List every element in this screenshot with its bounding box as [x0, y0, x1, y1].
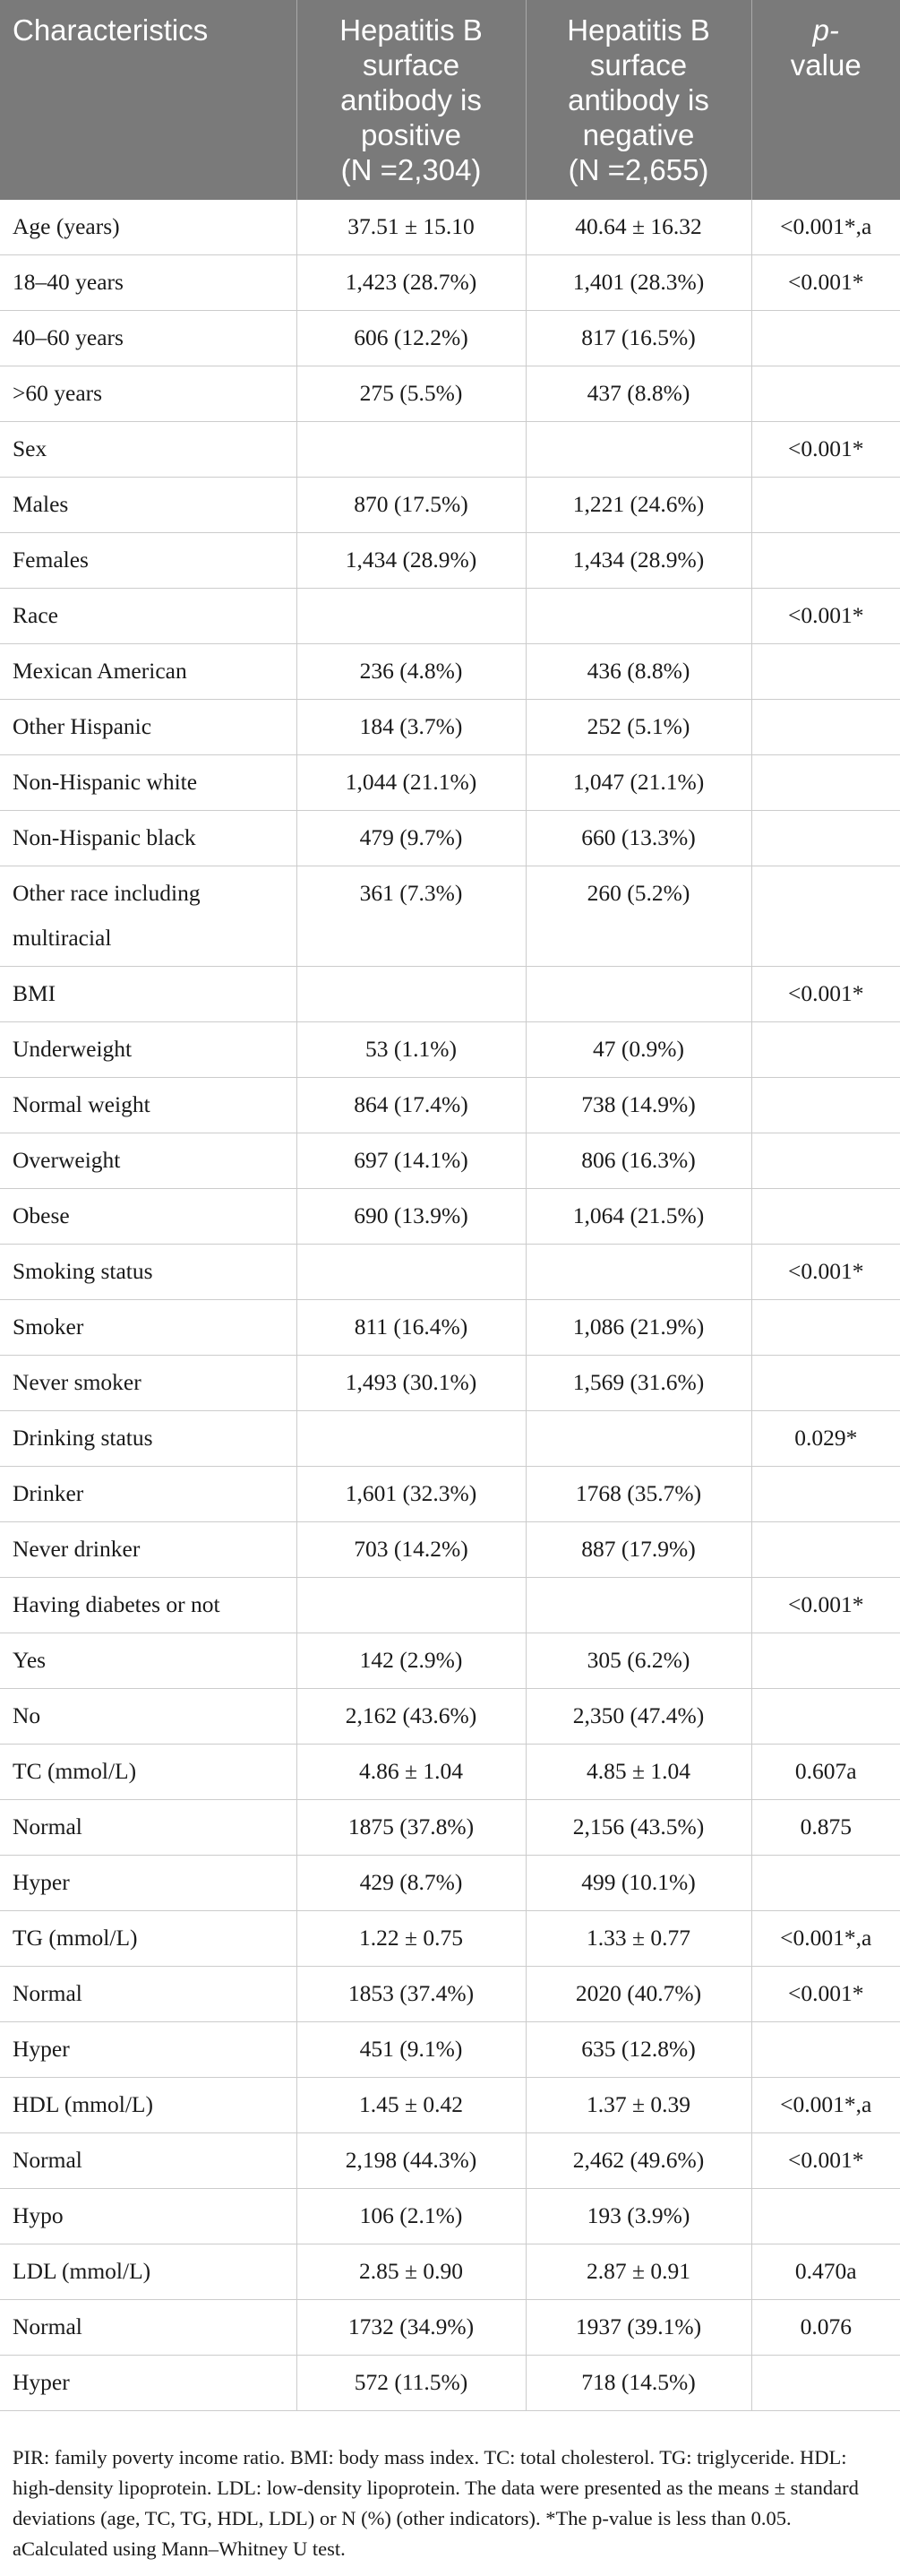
table-row	[0, 1578, 900, 1633]
p-value	[751, 478, 900, 533]
p-value: <0.001*	[751, 1578, 900, 1633]
header-positive-line: antibody is	[340, 83, 482, 116]
row-label: Males	[0, 478, 296, 533]
positive-value: 1,493 (30.1%)	[296, 1356, 526, 1411]
row-label: Other race including multiracial	[0, 866, 296, 967]
p-value	[751, 1633, 900, 1689]
row-label: Non-Hispanic black	[0, 811, 296, 866]
positive-value: 2,162 (43.6%)	[296, 1689, 526, 1745]
positive-value	[296, 1245, 526, 1300]
positive-value: 703 (14.2%)	[296, 1522, 526, 1578]
p-value	[751, 1467, 900, 1522]
row-label: No	[0, 1689, 296, 1745]
table-row	[0, 967, 900, 1022]
negative-value: 2,350 (47.4%)	[526, 1689, 751, 1745]
table-body	[0, 200, 900, 2411]
table-row	[0, 478, 900, 533]
row-label: Smoking status	[0, 1245, 296, 1300]
table-row	[0, 2244, 900, 2300]
table-row	[0, 1689, 900, 1745]
row-label: Never smoker	[0, 1356, 296, 1411]
p-value	[751, 533, 900, 589]
p-value: 0.607a	[751, 1745, 900, 1800]
row-label: Underweight	[0, 1022, 296, 1078]
positive-value: 2,198 (44.3%)	[296, 2133, 526, 2189]
table-row	[0, 1356, 900, 1411]
positive-value	[296, 1578, 526, 1633]
p-value	[751, 1356, 900, 1411]
negative-value: 1.33 ± 0.77	[526, 1911, 751, 1967]
positive-value: 4.86 ± 1.04	[296, 1745, 526, 1800]
table-row	[0, 1856, 900, 1911]
negative-value: 252 (5.1%)	[526, 700, 751, 755]
negative-value: 1,221 (24.6%)	[526, 478, 751, 533]
table-row	[0, 866, 900, 967]
header-negative	[526, 0, 751, 200]
positive-value	[296, 967, 526, 1022]
positive-value: 479 (9.7%)	[296, 811, 526, 866]
negative-value	[526, 967, 751, 1022]
table-row	[0, 1245, 900, 1300]
table-row	[0, 1522, 900, 1578]
negative-value: 2,462 (49.6%)	[526, 2133, 751, 2189]
table-row	[0, 533, 900, 589]
row-label: Normal	[0, 1967, 296, 2022]
table-row	[0, 311, 900, 366]
p-value	[751, 755, 900, 811]
positive-value: 451 (9.1%)	[296, 2022, 526, 2078]
row-label: Hyper	[0, 2356, 296, 2411]
p-value: 0.470a	[751, 2244, 900, 2300]
header-negative-line: surface	[589, 48, 688, 82]
positive-value: 864 (17.4%)	[296, 1078, 526, 1133]
negative-value	[526, 1245, 751, 1300]
table-row	[0, 2022, 900, 2078]
table-row	[0, 1411, 900, 1467]
p-value: <0.001*,a	[751, 1911, 900, 1967]
positive-value: 37.51 ± 15.10	[296, 200, 526, 255]
positive-value: 1,423 (28.7%)	[296, 255, 526, 311]
positive-value: 184 (3.7%)	[296, 700, 526, 755]
p-value: <0.001*	[751, 589, 900, 644]
p-value: <0.001*	[751, 422, 900, 478]
table-row	[0, 700, 900, 755]
row-label: Mexican American	[0, 644, 296, 700]
table-row	[0, 1078, 900, 1133]
positive-value: 1.22 ± 0.75	[296, 1911, 526, 1967]
positive-value: 1,601 (32.3%)	[296, 1467, 526, 1522]
positive-value: 275 (5.5%)	[296, 366, 526, 422]
negative-value: 40.64 ± 16.32	[526, 200, 751, 255]
row-label: Drinker	[0, 1467, 296, 1522]
table-row	[0, 1467, 900, 1522]
positive-value: 690 (13.9%)	[296, 1189, 526, 1245]
row-label: Sex	[0, 422, 296, 478]
header-positive-line: surface	[362, 48, 460, 82]
positive-value: 1732 (34.9%)	[296, 2300, 526, 2356]
positive-value: 1.45 ± 0.42	[296, 2078, 526, 2133]
table-row	[0, 2356, 900, 2411]
table-row	[0, 1633, 900, 1689]
row-label: Obese	[0, 1189, 296, 1245]
row-label: Never drinker	[0, 1522, 296, 1578]
header-characteristics: Characteristics	[0, 0, 296, 200]
row-label: Hyper	[0, 1856, 296, 1911]
header-p-line: value	[790, 48, 861, 82]
negative-value: 260 (5.2%)	[526, 866, 751, 967]
negative-value: 887 (17.9%)	[526, 1522, 751, 1578]
negative-value	[526, 1578, 751, 1633]
negative-value: 193 (3.9%)	[526, 2189, 751, 2244]
negative-value	[526, 1411, 751, 1467]
row-label: Females	[0, 533, 296, 589]
negative-value: 1,434 (28.9%)	[526, 533, 751, 589]
row-label: 40–60 years	[0, 311, 296, 366]
negative-value: 305 (6.2%)	[526, 1633, 751, 1689]
table-row	[0, 1911, 900, 1967]
row-label: Age (years)	[0, 200, 296, 255]
negative-value: 738 (14.9%)	[526, 1078, 751, 1133]
row-label: 18–40 years	[0, 255, 296, 311]
p-value: <0.001*	[751, 967, 900, 1022]
header-negative-line: antibody is	[568, 83, 709, 116]
table-row	[0, 1300, 900, 1356]
header-positive-line: positive	[361, 118, 461, 151]
p-value: <0.001*	[751, 1967, 900, 2022]
p-value	[751, 811, 900, 866]
table-row	[0, 1967, 900, 2022]
negative-value: 1.37 ± 0.39	[526, 2078, 751, 2133]
table-row	[0, 1133, 900, 1189]
p-value	[751, 644, 900, 700]
row-label: Hyper	[0, 2022, 296, 2078]
p-value	[751, 1856, 900, 1911]
row-label: LDL (mmol/L)	[0, 2244, 296, 2300]
p-value	[751, 311, 900, 366]
p-value	[751, 1300, 900, 1356]
positive-value	[296, 1411, 526, 1467]
positive-value: 53 (1.1%)	[296, 1022, 526, 1078]
row-label: Non-Hispanic white	[0, 755, 296, 811]
negative-value: 4.85 ± 1.04	[526, 1745, 751, 1800]
positive-value: 1,434 (28.9%)	[296, 533, 526, 589]
table-row	[0, 422, 900, 478]
row-label: >60 years	[0, 366, 296, 422]
row-label: BMI	[0, 967, 296, 1022]
negative-value: 47 (0.9%)	[526, 1022, 751, 1078]
positive-value: 2.85 ± 0.90	[296, 2244, 526, 2300]
negative-value: 499 (10.1%)	[526, 1856, 751, 1911]
p-value: <0.001*,a	[751, 2078, 900, 2133]
positive-value: 811 (16.4%)	[296, 1300, 526, 1356]
row-label: Normal	[0, 2300, 296, 2356]
negative-value: 718 (14.5%)	[526, 2356, 751, 2411]
table-row	[0, 1745, 900, 1800]
table-header-row	[0, 0, 900, 200]
positive-value: 606 (12.2%)	[296, 311, 526, 366]
header-negative-n: (N =2,655)	[568, 153, 709, 186]
table-row	[0, 366, 900, 422]
table-footnote: PIR: family poverty income ratio. BMI: body mass index. TC: total cholesterol. TG: triglyceride. HDL: high-density lipoprotein. LDL: low-density lipoprotein. The data were presented as the means ± standard deviations (age, TC, TG, HDL, LDL) or N (%) (other indicators). *The p-value is less than 0.05. aCalculated using Mann–Whitney U test.	[13, 2446, 859, 2560]
p-value	[751, 366, 900, 422]
positive-value: 870 (17.5%)	[296, 478, 526, 533]
header-p-value	[751, 0, 900, 200]
p-value	[751, 866, 900, 967]
row-label: Yes	[0, 1633, 296, 1689]
table-row	[0, 255, 900, 311]
negative-value: 817 (16.5%)	[526, 311, 751, 366]
positive-value: 1875 (37.8%)	[296, 1800, 526, 1856]
positive-value: 1,044 (21.1%)	[296, 755, 526, 811]
row-label: Drinking status	[0, 1411, 296, 1467]
negative-value: 1,401 (28.3%)	[526, 255, 751, 311]
table-row	[0, 589, 900, 644]
table-row	[0, 755, 900, 811]
negative-value: 1,047 (21.1%)	[526, 755, 751, 811]
negative-value: 1,064 (21.5%)	[526, 1189, 751, 1245]
p-value: <0.001*	[751, 2133, 900, 2189]
p-value: 0.076	[751, 2300, 900, 2356]
row-label: Normal	[0, 1800, 296, 1856]
negative-value: 1768 (35.7%)	[526, 1467, 751, 1522]
header-positive	[296, 0, 526, 200]
p-value: 0.029*	[751, 1411, 900, 1467]
table-row	[0, 2133, 900, 2189]
negative-value: 437 (8.8%)	[526, 366, 751, 422]
positive-value: 142 (2.9%)	[296, 1633, 526, 1689]
positive-value: 236 (4.8%)	[296, 644, 526, 700]
row-label: Normal weight	[0, 1078, 296, 1133]
row-label: Overweight	[0, 1133, 296, 1189]
positive-value: 1853 (37.4%)	[296, 1967, 526, 2022]
negative-value: 2.87 ± 0.91	[526, 2244, 751, 2300]
p-value	[751, 1522, 900, 1578]
row-label: TC (mmol/L)	[0, 1745, 296, 1800]
table-row	[0, 1800, 900, 1856]
negative-value	[526, 589, 751, 644]
table-row	[0, 200, 900, 255]
p-value: 0.875	[751, 1800, 900, 1856]
table-row	[0, 1189, 900, 1245]
positive-value: 697 (14.1%)	[296, 1133, 526, 1189]
row-label: TG (mmol/L)	[0, 1911, 296, 1967]
table-row	[0, 2300, 900, 2356]
p-value	[751, 2189, 900, 2244]
positive-value: 429 (8.7%)	[296, 1856, 526, 1911]
row-label: Smoker	[0, 1300, 296, 1356]
table-row	[0, 2189, 900, 2244]
negative-value: 436 (8.8%)	[526, 644, 751, 700]
p-value	[751, 1689, 900, 1745]
p-value: <0.001*,a	[751, 200, 900, 255]
negative-value: 660 (13.3%)	[526, 811, 751, 866]
row-label: Race	[0, 589, 296, 644]
p-value	[751, 1078, 900, 1133]
header-positive-line: Hepatitis B	[339, 13, 483, 47]
table-row	[0, 2078, 900, 2133]
negative-value: 806 (16.3%)	[526, 1133, 751, 1189]
row-label: Hypo	[0, 2189, 296, 2244]
positive-value	[296, 422, 526, 478]
row-label: HDL (mmol/L)	[0, 2078, 296, 2133]
table-row	[0, 644, 900, 700]
row-label: Normal	[0, 2133, 296, 2189]
negative-value: 2020 (40.7%)	[526, 1967, 751, 2022]
negative-value: 1,569 (31.6%)	[526, 1356, 751, 1411]
negative-value: 2,156 (43.5%)	[526, 1800, 751, 1856]
header-negative-line: Hepatitis B	[567, 13, 710, 47]
table-row	[0, 1022, 900, 1078]
positive-value	[296, 589, 526, 644]
row-label: Other Hispanic	[0, 700, 296, 755]
table-row	[0, 811, 900, 866]
header-negative-line: negative	[582, 118, 695, 151]
negative-value: 1937 (39.1%)	[526, 2300, 751, 2356]
p-value	[751, 1189, 900, 1245]
negative-value: 635 (12.8%)	[526, 2022, 751, 2078]
p-value	[751, 2022, 900, 2078]
row-label: Having diabetes or not	[0, 1578, 296, 1633]
p-value: <0.001*	[751, 255, 900, 311]
p-value	[751, 700, 900, 755]
p-value	[751, 1133, 900, 1189]
negative-value: 1,086 (21.9%)	[526, 1300, 751, 1356]
p-value: <0.001*	[751, 1245, 900, 1300]
p-value	[751, 2356, 900, 2411]
positive-value: 106 (2.1%)	[296, 2189, 526, 2244]
positive-value: 361 (7.3%)	[296, 866, 526, 967]
p-value	[751, 1022, 900, 1078]
header-positive-n: (N =2,304)	[340, 153, 482, 186]
header-p-line: p-	[812, 13, 839, 47]
positive-value: 572 (11.5%)	[296, 2356, 526, 2411]
negative-value	[526, 422, 751, 478]
